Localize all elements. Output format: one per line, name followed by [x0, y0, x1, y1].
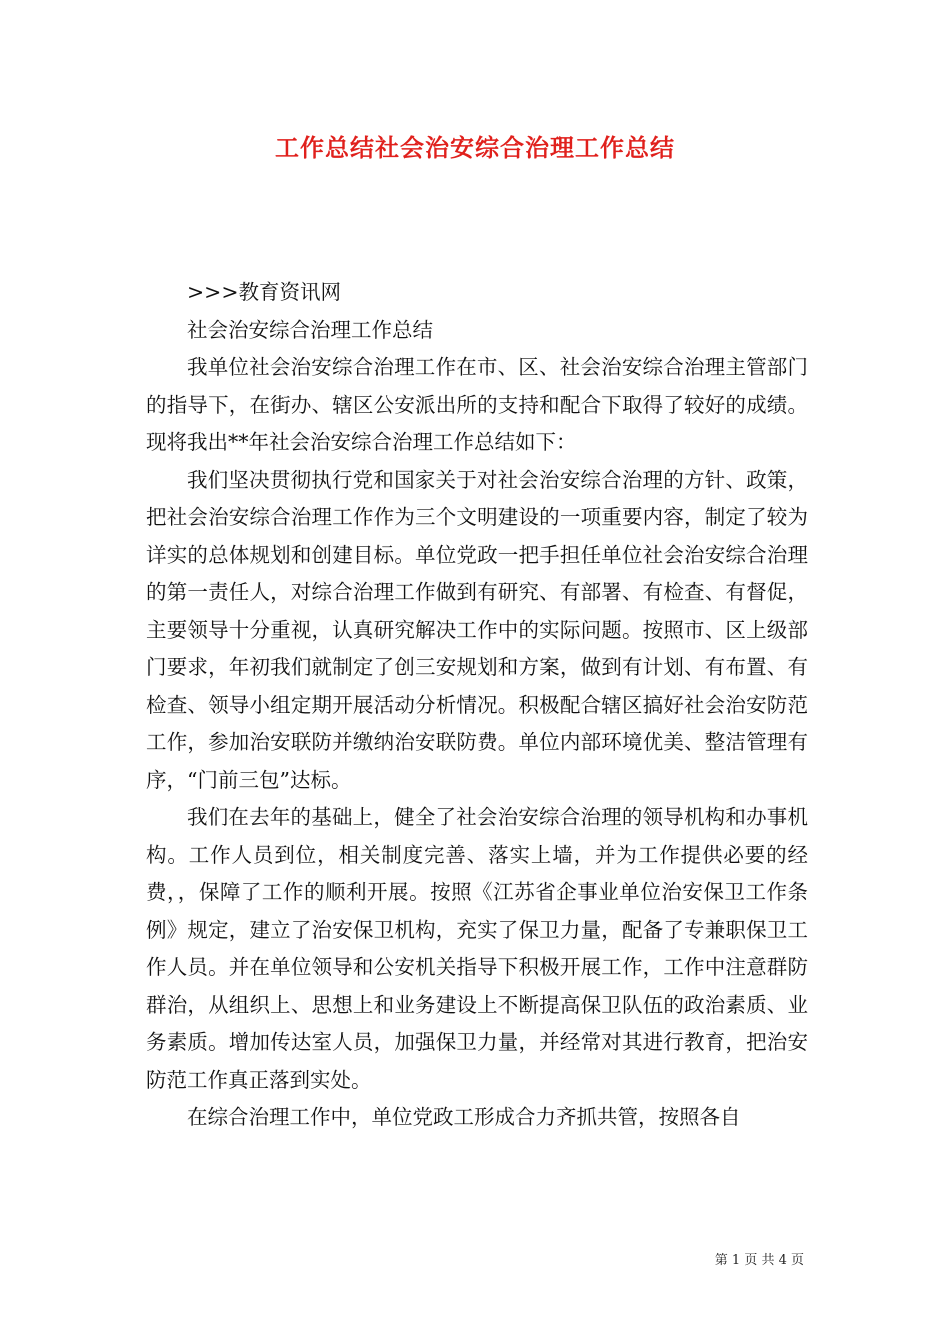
paragraph-subtitle: 社会治安综合治理工作总结: [187, 317, 433, 342]
document-title: 工作总结社会治安综合治理工作总结: [275, 133, 675, 162]
paragraph-organization: 我们在去年的基础上，健全了社会治安综合治理的领导机构和办事机构。工作人员到位，相关制度完善、落实上墙，并为工作提供必要的经费，，保障了工作的顺利开展。按照《江苏省企事业单位治安保卫工作条例》规定，建立了治安保卫机构，充实了保卫力量，配备了专兼职保卫工作人员。并在单位领导和公安机关指导下积极开展工作，工作中注意群防群治，从组织上、思想上和业务建设上不断提高保卫队伍的政治素质、业务素质。增加传达室人员，加强保卫力量，并经常对其进行教育，把治安防范工作真正落到实处。: [146, 805, 808, 1092]
page-number: 第 1 页 共 4 页: [714, 1253, 804, 1268]
document-body: [146, 274, 808, 1137]
paragraph-intro: 我单位社会治安综合治理工作在市、区、社会治安综合治理主管部门的指导下，在街办、辖区公安派出所的支持和配合下取得了较好的成绩。现将我出**年社会治安综合治理工作总结如下：: [146, 355, 808, 454]
paragraph-policy: 我们坚决贯彻执行党和国家关于对社会治安综合治理的方针、政策，把社会治安综合治理工作作为三个文明建设的一项重要内容，制定了较为详实的总体规划和创建目标。单位党政一把手担任单位社会治安综合治理的第一责任人，对综合治理工作做到有研究、有部署、有检查、有督促，主要领导十分重视，认真研究解决工作中的实际问题。按照市、区上级部门要求，年初我们就制定了创三安规划和方案，做到有计划、有布置、有检查、领导小组定期开展活动分析情况。积极配合辖区搞好社会治安防范工作，参加治安联防并缴纳治安联防费。单位内部环境优美、整洁管理有序，“门前三包”达标。: [146, 467, 808, 792]
paragraph-cooperation: 在综合治理工作中，单位党政工形成合力齐抓共管，按照各自: [187, 1105, 741, 1129]
paragraph-source: >>>教育资讯网: [187, 280, 342, 304]
